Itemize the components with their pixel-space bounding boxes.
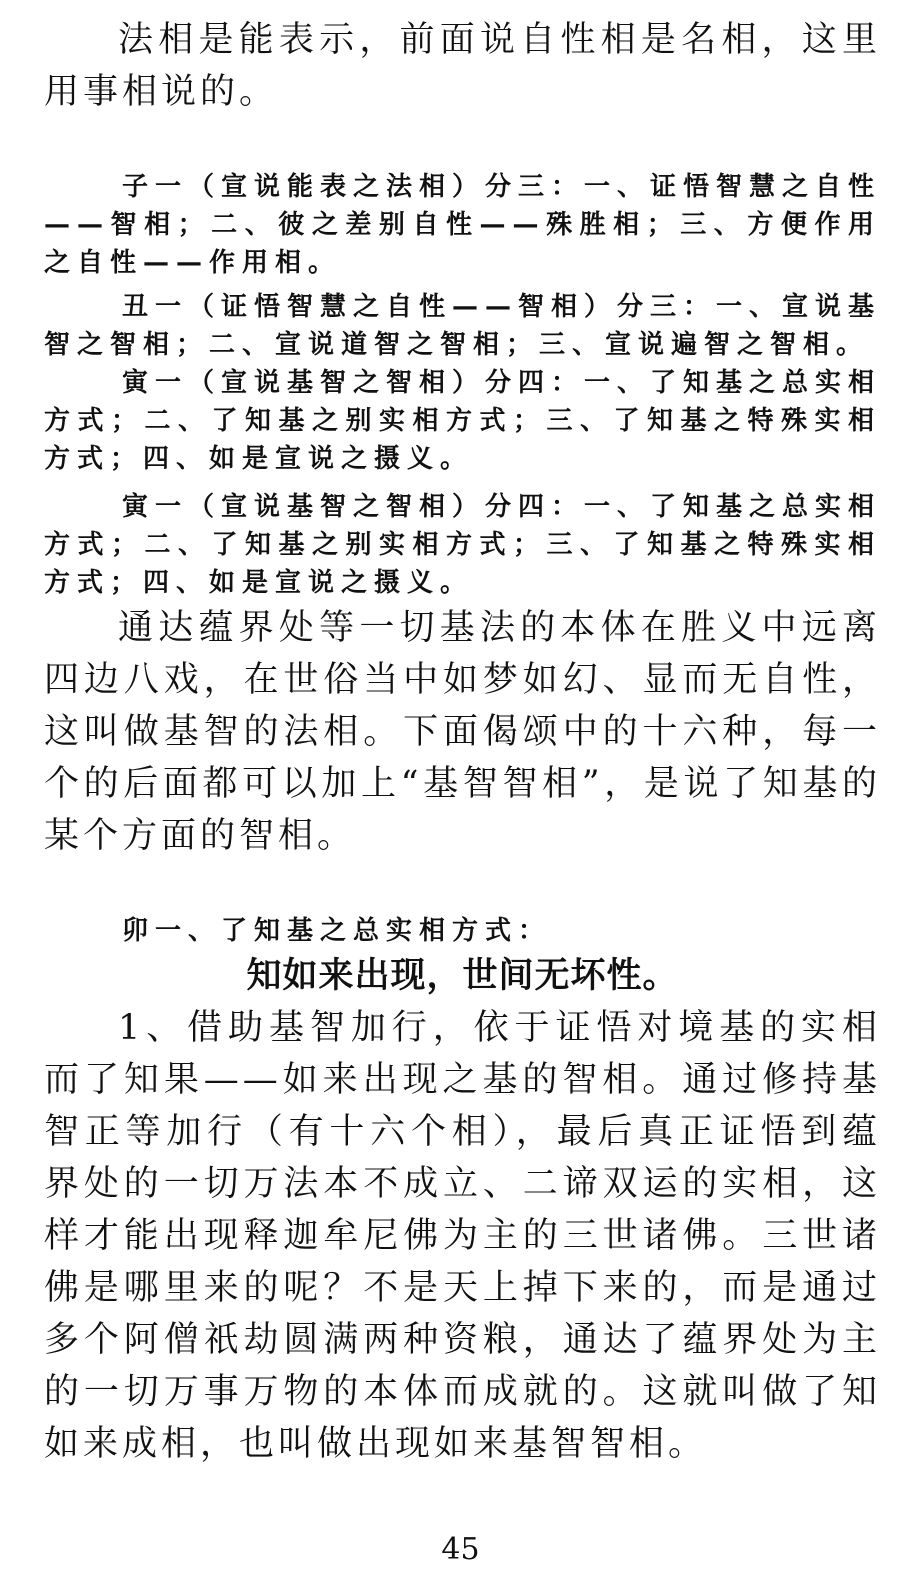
root-verse: 知如来出现，世间无坏性。 (246, 956, 679, 996)
section-heading-zi-yi: 子一（宣说能表之法相）分三：一、证悟智慧之自性——智相；二、彼之差别自性——殊胜相；三、方便作用之自性——作用相。 (44, 172, 882, 278)
commentary-paragraph: 1、借助基智加行，依于证悟对境基的实相而了知果——如来出现之基的智相。通过修持基智正等加行（有十六个相），最后真正证悟到蕴界处的一切万法本不成立、二谛双运的实相，这样才能出现释迦牟尼佛为主的三世诸佛。三世诸佛是哪里来的呢？不是天上掉下来的，而是通过多个阿僧祇劫圆满两种资粮，通达了蕴界处为主的一切万事万物的本体而成就的。这就叫做了知如来成相，也叫做出现如来基智智相。 (44, 1008, 881, 1464)
spacer (44, 862, 881, 912)
section-heading-yin-yi: 寅一（宣说基智之智相）分四：一、了知基之总实相方式；二、了知基之别实相方式；三、了知基之特殊实相方式；四、如是宣说之摄义。 (44, 368, 882, 474)
section-heading-mao-yi: 卯一、了知基之总实相方式： (122, 916, 552, 946)
spacer (44, 118, 881, 168)
spacer (44, 478, 881, 488)
intro-paragraph: 法相是能表示，前面说自性相是名相，这里用事相说的。 (44, 20, 881, 112)
page-number: 45 (441, 1532, 480, 1567)
section-heading-chou-yi: 丑一（证悟智慧之自性——智相）分三：一、宣说基智之智相；二、宣说道智之智相；三、宣说遍智之智相。 (44, 292, 882, 360)
section-heading-yin-yi-repeat: 寅一（宣说基智之智相）分四：一、了知基之总实相方式；二、了知基之别实相方式；三、了知基之特殊实相方式；四、如是宣说之摄义。 (44, 492, 882, 598)
explanation-paragraph: 通达蕴界处等一切基法的本体在胜义中远离四边八戏，在世俗当中如梦如幻、显而无自性，这叫做基智的法相。下面偈颂中的十六种，每一个的后面都可以加上“基智智相”，是说了知基的某个方面的智相。 (44, 608, 881, 856)
